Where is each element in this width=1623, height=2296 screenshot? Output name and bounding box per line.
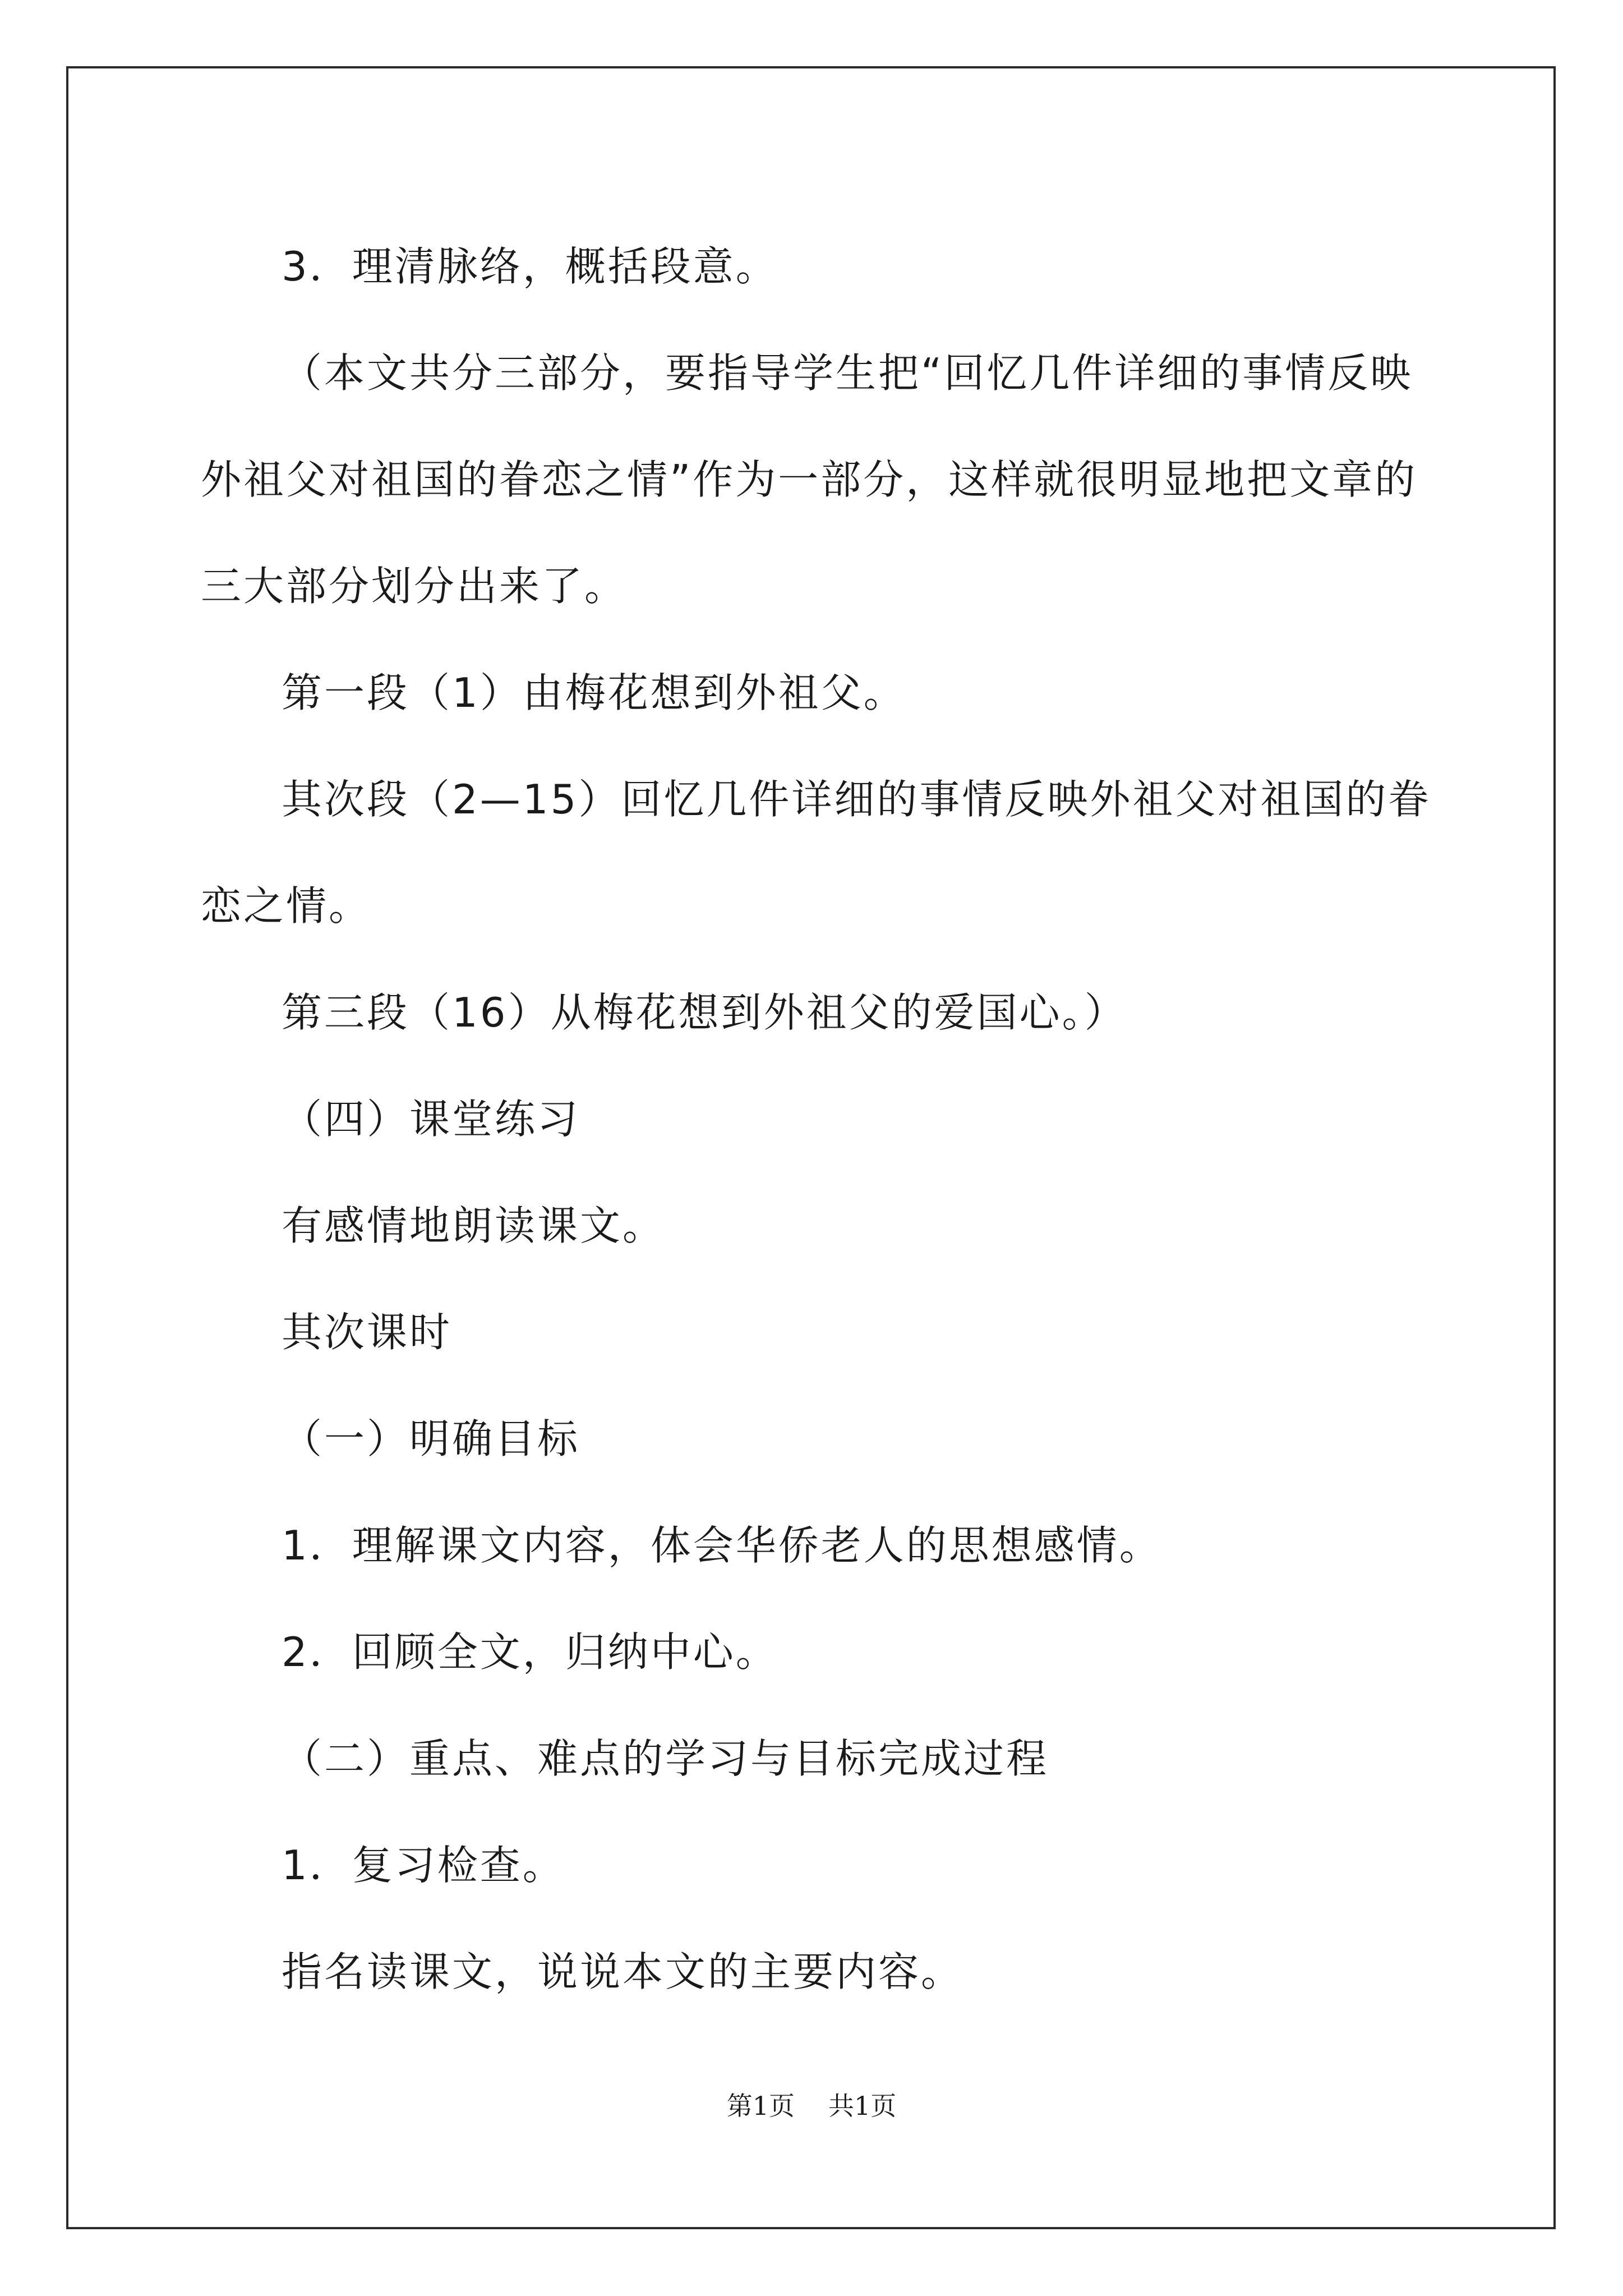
paragraph: （一）明确目标 xyxy=(282,1415,580,1462)
paragraph: 1．复习检查。 xyxy=(282,1842,565,1889)
document-body xyxy=(201,213,1435,2025)
page-footer xyxy=(0,2086,1623,2123)
paragraph: 其次段（2—15）回忆几件详细的事情反映外祖父对祖国的眷恋之情。 xyxy=(201,776,1431,930)
paragraph: （本文共分三部分，要指导学生把“回忆几件详细的事情反映外祖父对祖国的眷恋之情”作为一部分，这样就很明显地把文章的三大部分划分出来了。 xyxy=(201,349,1418,610)
paragraph: 3．理清脉络，概括段意。 xyxy=(282,243,778,290)
paragraph: 第一段（1）由梅花想到外祖父。 xyxy=(282,669,906,716)
paragraph: 1．理解课文内容，体会华侨老人的思想感情。 xyxy=(282,1522,1162,1569)
paragraph: （二）重点、难点的学习与目标完成过程 xyxy=(282,1735,1049,1782)
paragraph: 第三段（16）从梅花想到外祖父的爱国心。） xyxy=(282,989,1127,1036)
paragraph: （四）课堂练习 xyxy=(282,1096,580,1143)
page-total: 共1页 xyxy=(828,2091,897,2121)
paragraph: 2．回顾全文，归纳中心。 xyxy=(282,1628,778,1676)
paragraph: 有感情地朗读课文。 xyxy=(282,1202,666,1249)
paragraph: 其次课时 xyxy=(282,1309,453,1356)
page-number: 第1页 xyxy=(726,2091,795,2121)
paragraph: 指名读课文，说说本文的主要内容。 xyxy=(282,1948,964,1995)
